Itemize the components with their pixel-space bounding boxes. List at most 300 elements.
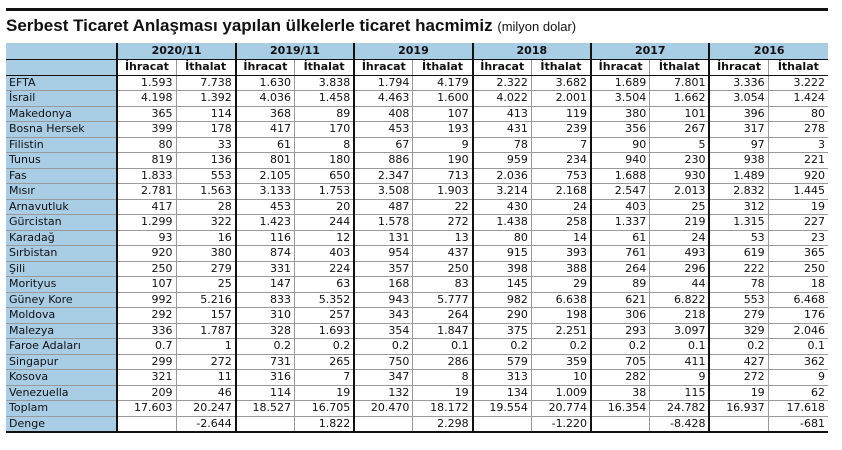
import-value: 650	[294, 168, 354, 184]
country-name: Fas	[6, 168, 117, 184]
import-value: 11	[176, 370, 236, 386]
table-row	[6, 354, 828, 370]
export-value: 18.527	[236, 401, 295, 417]
table-row	[6, 339, 828, 355]
year-header: 2018	[473, 43, 591, 60]
table-row	[6, 184, 828, 200]
export-value: 819	[117, 153, 176, 169]
export-value: 292	[117, 308, 176, 324]
export-value: 0.2	[709, 339, 768, 355]
table-row	[6, 323, 828, 339]
country-name: İsrail	[6, 91, 117, 107]
import-value: 3.838	[294, 75, 354, 91]
import-value: 362	[768, 354, 828, 370]
export-value: 279	[709, 308, 768, 324]
export-value: 329	[709, 323, 768, 339]
export-value: 116	[236, 230, 295, 246]
import-value: 1.424	[768, 91, 828, 107]
export-value: 1.688	[591, 168, 650, 184]
import-value: 9	[768, 370, 828, 386]
import-value: 224	[294, 261, 354, 277]
export-value: 750	[354, 354, 413, 370]
export-value: 356	[591, 122, 650, 138]
export-value: 357	[354, 261, 413, 277]
export-value: 80	[117, 137, 176, 153]
export-value: 833	[236, 292, 295, 308]
export-value: 331	[236, 261, 295, 277]
export-value: 403	[591, 199, 650, 215]
export-value: 134	[473, 385, 532, 401]
export-value: 93	[117, 230, 176, 246]
export-value: 954	[354, 246, 413, 262]
import-value: 1.563	[176, 184, 236, 200]
import-value: 5	[650, 137, 710, 153]
country-name: Arnavutluk	[6, 199, 117, 215]
export-value: 396	[709, 106, 768, 122]
import-value: 437	[413, 246, 473, 262]
export-value: 413	[473, 106, 532, 122]
import-value: 267	[650, 122, 710, 138]
import-value: 2.168	[531, 184, 591, 200]
table-row	[6, 277, 828, 293]
export-value: 731	[236, 354, 295, 370]
export-value: 417	[117, 199, 176, 215]
import-value: 1.662	[650, 91, 710, 107]
import-value: 63	[294, 277, 354, 293]
export-value: 417	[236, 122, 295, 138]
export-value: 250	[117, 261, 176, 277]
export-value: 1.438	[473, 215, 532, 231]
export-value: 2.036	[473, 168, 532, 184]
export-value: 264	[591, 261, 650, 277]
import-value: 257	[294, 308, 354, 324]
import-value: 0.2	[294, 339, 354, 355]
import-value: 25	[176, 277, 236, 293]
table-row	[6, 230, 828, 246]
export-value: 2.105	[236, 168, 295, 184]
export-value: 4.463	[354, 91, 413, 107]
export-value: 619	[709, 246, 768, 262]
export-value: 874	[236, 246, 295, 262]
infographic	[6, 8, 828, 433]
top-rule	[6, 8, 828, 11]
country-name: Karadağ	[6, 230, 117, 246]
export-value: 992	[117, 292, 176, 308]
export-value: 487	[354, 199, 413, 215]
export-value: 3.336	[709, 75, 768, 91]
import-value: 14	[531, 230, 591, 246]
country-name: Venezuella	[6, 385, 117, 401]
export-value: 1.337	[591, 215, 650, 231]
export-value: 316	[236, 370, 295, 386]
export-value: 67	[354, 137, 413, 153]
import-value: 6.638	[531, 292, 591, 308]
export-value: 0.2	[473, 339, 532, 355]
corner-cell	[6, 60, 117, 76]
export-value: 1.315	[709, 215, 768, 231]
export-value: 313	[473, 370, 532, 386]
import-value: 0.1	[768, 339, 828, 355]
import-value: 8	[413, 370, 473, 386]
table-row	[6, 370, 828, 386]
export-value: 312	[709, 199, 768, 215]
import-value: 89	[294, 106, 354, 122]
export-value: 306	[591, 308, 650, 324]
export-value: 2.322	[473, 75, 532, 91]
import-value: 7	[531, 137, 591, 153]
import-value: 157	[176, 308, 236, 324]
import-value: 20	[294, 199, 354, 215]
import-value: -1.220	[531, 416, 591, 432]
export-value: 321	[117, 370, 176, 386]
import-value: 2.013	[650, 184, 710, 200]
import-value: 920	[768, 168, 828, 184]
export-value: 1.630	[236, 75, 295, 91]
import-value: 2.046	[768, 323, 828, 339]
export-value	[591, 416, 650, 432]
import-value: 1.600	[413, 91, 473, 107]
import-value: 24	[650, 230, 710, 246]
year-header: 2019/11	[236, 43, 354, 60]
country-name: Denge	[6, 416, 117, 432]
export-value: 621	[591, 292, 650, 308]
import-value: 22	[413, 199, 473, 215]
export-value: 299	[117, 354, 176, 370]
country-name: Singapur	[6, 354, 117, 370]
export-value: 78	[473, 137, 532, 153]
import-value: 2.001	[531, 91, 591, 107]
export-value: 145	[473, 277, 532, 293]
export-header: İhracat	[709, 60, 768, 76]
country-name: EFTA	[6, 75, 117, 91]
import-value: 20.247	[176, 401, 236, 417]
import-value: 411	[650, 354, 710, 370]
import-value: 8	[294, 137, 354, 153]
import-value: 1.693	[294, 323, 354, 339]
export-value: 427	[709, 354, 768, 370]
export-value: 3.133	[236, 184, 295, 200]
title-text: Serbest Ticaret Anlaşması yapılan ülkelerle ticaret hacmimiz	[6, 16, 493, 35]
country-name: Bosna Hersek	[6, 122, 117, 138]
import-value: 6.822	[650, 292, 710, 308]
import-value: 5.352	[294, 292, 354, 308]
import-value: 1.903	[413, 184, 473, 200]
import-value: 115	[650, 385, 710, 401]
import-value: 403	[294, 246, 354, 262]
export-value: 114	[236, 385, 295, 401]
import-value: -681	[768, 416, 828, 432]
export-value: 915	[473, 246, 532, 262]
import-value: 0.1	[650, 339, 710, 355]
export-value: 17.603	[117, 401, 176, 417]
import-value: 16.705	[294, 401, 354, 417]
table-row	[6, 401, 828, 417]
import-value: 23	[768, 230, 828, 246]
import-value: 176	[768, 308, 828, 324]
import-value: 83	[413, 277, 473, 293]
export-value: 886	[354, 153, 413, 169]
export-value: 0.2	[591, 339, 650, 355]
table-row	[6, 308, 828, 324]
table-row	[6, 122, 828, 138]
import-value: 7	[294, 370, 354, 386]
import-value: 7.738	[176, 75, 236, 91]
import-value: 1.787	[176, 323, 236, 339]
import-header: İthalat	[176, 60, 236, 76]
import-value: 107	[413, 106, 473, 122]
import-value: 6.468	[768, 292, 828, 308]
country-name: Şili	[6, 261, 117, 277]
import-value: 5.216	[176, 292, 236, 308]
import-value: 16	[176, 230, 236, 246]
import-value: 296	[650, 261, 710, 277]
import-value: 265	[294, 354, 354, 370]
export-value: 209	[117, 385, 176, 401]
export-value: 16.937	[709, 401, 768, 417]
export-value: 1.489	[709, 168, 768, 184]
export-value: 801	[236, 153, 295, 169]
table-row	[6, 261, 828, 277]
export-value: 408	[354, 106, 413, 122]
country-name: Filistin	[6, 137, 117, 153]
import-value: 272	[176, 354, 236, 370]
import-value: 2.298	[413, 416, 473, 432]
unit-subtitle: (milyon dolar)	[497, 19, 577, 34]
import-value: 19	[413, 385, 473, 401]
export-value: 959	[473, 153, 532, 169]
subheader-row	[6, 60, 828, 76]
export-value: 310	[236, 308, 295, 324]
export-value: 0.7	[117, 339, 176, 355]
import-header: İthalat	[294, 60, 354, 76]
year-header: 2019	[354, 43, 472, 60]
import-value: 80	[768, 106, 828, 122]
import-value: 930	[650, 168, 710, 184]
export-value: 343	[354, 308, 413, 324]
export-value: 2.547	[591, 184, 650, 200]
export-value: 328	[236, 323, 295, 339]
export-value: 399	[117, 122, 176, 138]
export-value: 453	[354, 122, 413, 138]
import-value: 1.753	[294, 184, 354, 200]
import-value: 19	[294, 385, 354, 401]
import-value: 180	[294, 153, 354, 169]
table-body	[6, 75, 828, 432]
export-value: 3.504	[591, 91, 650, 107]
table-row	[6, 199, 828, 215]
export-value: 938	[709, 153, 768, 169]
export-value: 579	[473, 354, 532, 370]
import-header: İthalat	[650, 60, 710, 76]
export-value: 336	[117, 323, 176, 339]
export-value: 19.554	[473, 401, 532, 417]
import-value: 3.222	[768, 75, 828, 91]
import-header: İthalat	[413, 60, 473, 76]
export-value: 132	[354, 385, 413, 401]
export-value	[473, 416, 532, 432]
import-value: 239	[531, 122, 591, 138]
export-value: 347	[354, 370, 413, 386]
country-name: Gürcistan	[6, 215, 117, 231]
export-value: 282	[591, 370, 650, 386]
export-value	[354, 416, 413, 432]
import-value: 1.392	[176, 91, 236, 107]
import-value: 278	[768, 122, 828, 138]
table-row	[6, 168, 828, 184]
export-value	[236, 416, 295, 432]
country-name: Makedonya	[6, 106, 117, 122]
export-value: 1.689	[591, 75, 650, 91]
export-value: 1.833	[117, 168, 176, 184]
import-value: 1.822	[294, 416, 354, 432]
export-value: 38	[591, 385, 650, 401]
export-value: 2.347	[354, 168, 413, 184]
country-name: Faroe Adaları	[6, 339, 117, 355]
import-header: İthalat	[531, 60, 591, 76]
export-value: 1.299	[117, 215, 176, 231]
export-value	[709, 416, 768, 432]
import-value: 9	[650, 370, 710, 386]
export-value: 293	[591, 323, 650, 339]
export-value: 290	[473, 308, 532, 324]
export-header: İhracat	[354, 60, 413, 76]
import-value: 3.682	[531, 75, 591, 91]
country-name: Mısır	[6, 184, 117, 200]
import-value: 553	[176, 168, 236, 184]
export-value: 4.036	[236, 91, 295, 107]
export-value: 168	[354, 277, 413, 293]
export-value: 920	[117, 246, 176, 262]
import-value: 221	[768, 153, 828, 169]
table-row	[6, 137, 828, 153]
export-value: 317	[709, 122, 768, 138]
import-value: 234	[531, 153, 591, 169]
country-name: Sırbistan	[6, 246, 117, 262]
import-value: 170	[294, 122, 354, 138]
export-value: 222	[709, 261, 768, 277]
import-value: 388	[531, 261, 591, 277]
country-name: Morityus	[6, 277, 117, 293]
table-row	[6, 385, 828, 401]
import-value: 230	[650, 153, 710, 169]
import-value: 25	[650, 199, 710, 215]
import-value: 119	[531, 106, 591, 122]
import-value: 0.2	[531, 339, 591, 355]
export-value: 1.578	[354, 215, 413, 231]
corner-cell	[6, 43, 117, 60]
export-value: 147	[236, 277, 295, 293]
page-title	[6, 16, 828, 37]
import-value: 62	[768, 385, 828, 401]
export-header: İhracat	[591, 60, 650, 76]
table-row	[6, 416, 828, 432]
import-value: 753	[531, 168, 591, 184]
year-header: 2020/11	[117, 43, 235, 60]
import-value: 12	[294, 230, 354, 246]
export-value: 272	[709, 370, 768, 386]
import-value: 20.774	[531, 401, 591, 417]
import-value: -8.428	[650, 416, 710, 432]
export-value: 365	[117, 106, 176, 122]
export-value: 3.508	[354, 184, 413, 200]
export-value: 131	[354, 230, 413, 246]
export-header: İhracat	[473, 60, 532, 76]
import-value: 250	[413, 261, 473, 277]
import-value: 2.251	[531, 323, 591, 339]
table-row	[6, 246, 828, 262]
export-value: 107	[117, 277, 176, 293]
import-value: 1.009	[531, 385, 591, 401]
export-value: 20.470	[354, 401, 413, 417]
import-value: 136	[176, 153, 236, 169]
export-value: 4.198	[117, 91, 176, 107]
table-row	[6, 153, 828, 169]
export-value: 375	[473, 323, 532, 339]
import-value: 1.445	[768, 184, 828, 200]
country-name: Malezya	[6, 323, 117, 339]
import-value: 101	[650, 106, 710, 122]
export-value: 2.781	[117, 184, 176, 200]
country-name: Moldova	[6, 308, 117, 324]
import-value: 18.172	[413, 401, 473, 417]
import-value: 219	[650, 215, 710, 231]
import-value: 13	[413, 230, 473, 246]
import-value: 3.097	[650, 323, 710, 339]
import-value: 380	[176, 246, 236, 262]
export-value: 19	[709, 385, 768, 401]
import-value: 4.179	[413, 75, 473, 91]
export-value: 78	[709, 277, 768, 293]
export-value: 705	[591, 354, 650, 370]
import-value: 258	[531, 215, 591, 231]
import-value: 359	[531, 354, 591, 370]
export-value: 0.2	[354, 339, 413, 355]
import-value: 250	[768, 261, 828, 277]
export-value: 2.832	[709, 184, 768, 200]
export-value: 4.022	[473, 91, 532, 107]
import-value: 46	[176, 385, 236, 401]
import-value: 114	[176, 106, 236, 122]
import-value: 244	[294, 215, 354, 231]
export-value: 61	[591, 230, 650, 246]
year-header-row	[6, 43, 828, 60]
import-value: 5.777	[413, 292, 473, 308]
import-value: 24.782	[650, 401, 710, 417]
import-value: 227	[768, 215, 828, 231]
export-value: 53	[709, 230, 768, 246]
export-value: 354	[354, 323, 413, 339]
export-value: 3.054	[709, 91, 768, 107]
table-row	[6, 91, 828, 107]
trade-volume-table	[6, 43, 828, 433]
import-value: 365	[768, 246, 828, 262]
export-value: 16.354	[591, 401, 650, 417]
export-value: 380	[591, 106, 650, 122]
country-name: Toplam	[6, 401, 117, 417]
export-header: İhracat	[236, 60, 295, 76]
export-value: 453	[236, 199, 295, 215]
export-value: 61	[236, 137, 295, 153]
country-name: Kosova	[6, 370, 117, 386]
import-value: 322	[176, 215, 236, 231]
table-row	[6, 215, 828, 231]
import-value: 7.801	[650, 75, 710, 91]
export-value: 553	[709, 292, 768, 308]
export-value: 3.214	[473, 184, 532, 200]
export-value: 89	[591, 277, 650, 293]
import-value: 279	[176, 261, 236, 277]
export-value: 940	[591, 153, 650, 169]
